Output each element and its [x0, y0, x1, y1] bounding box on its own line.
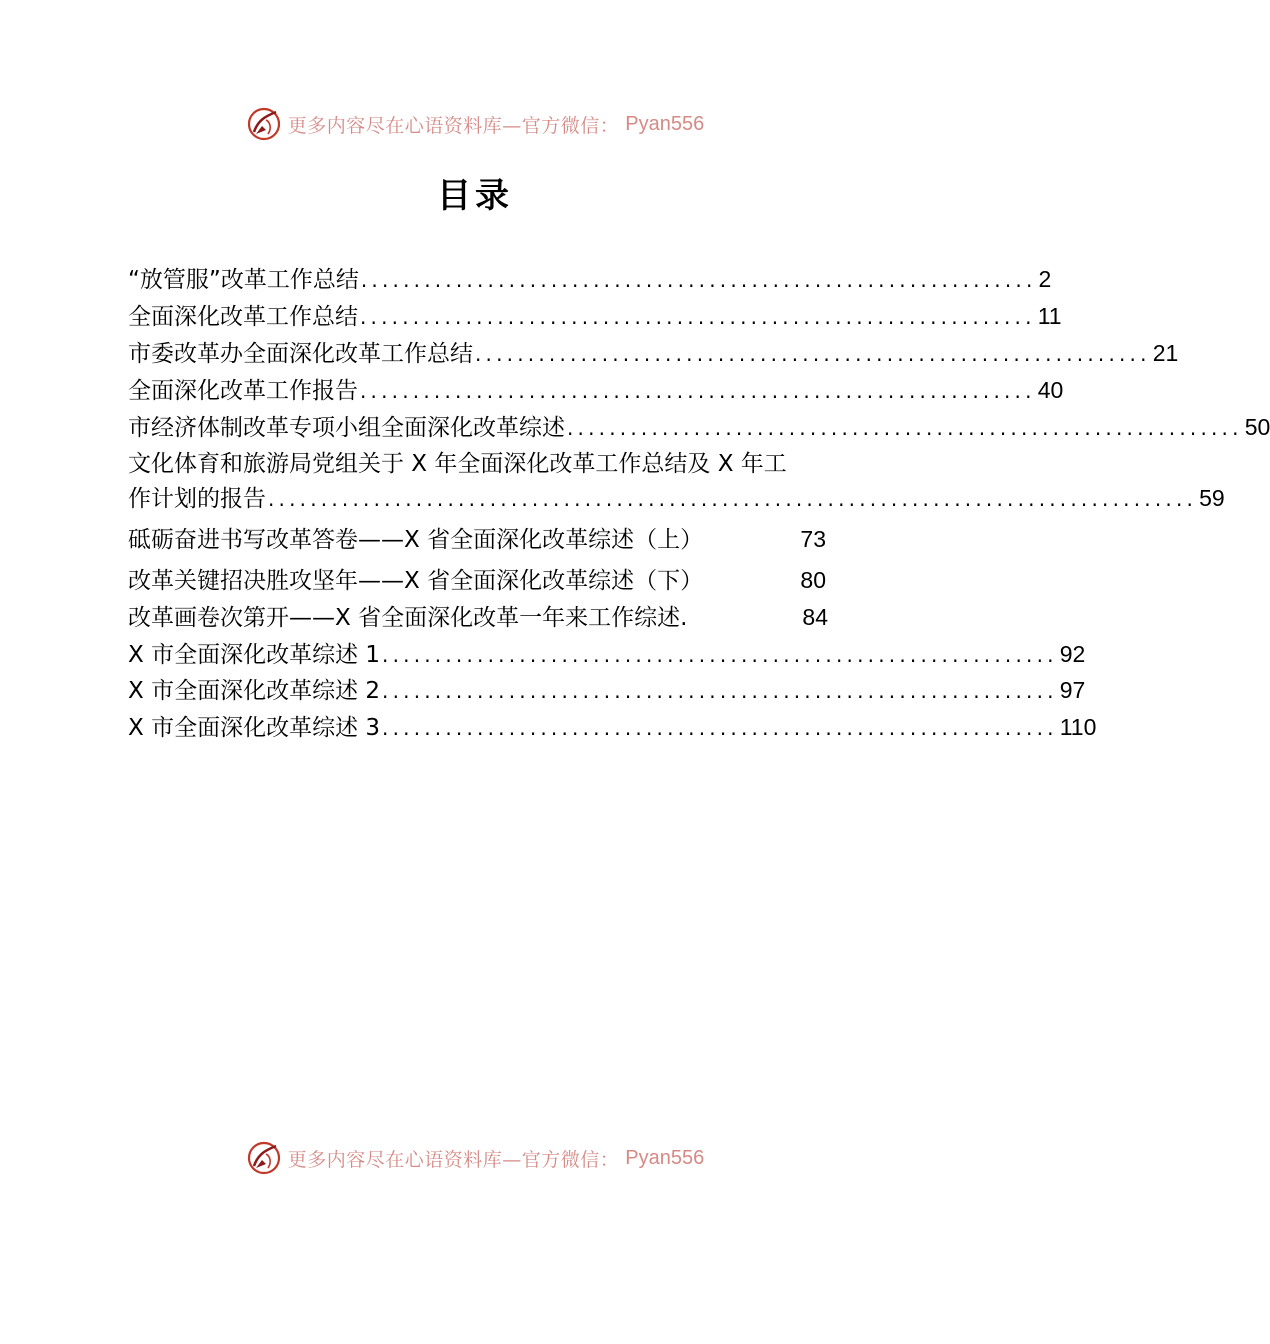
toc-entry-page: 73: [800, 526, 826, 552]
toc-entry[interactable]: [128, 412, 1270, 443]
toc-entry-title: 改革画卷次第开——X 省全面深化改革一年来工作综述.: [128, 605, 688, 631]
toc-leader-dots: ................................................................: [382, 716, 1058, 740]
toc-entry-title: 市经济体制改革专项小组全面深化改革综述: [128, 415, 565, 441]
toc-entry-title: X 市全面深化改革综述 3: [128, 715, 381, 741]
toc-entry[interactable]: [128, 447, 1225, 516]
toc-entry-page: 110: [1059, 714, 1097, 740]
toc-entry-page: 50: [1244, 414, 1270, 440]
toc-entry-page: 11: [1037, 303, 1062, 329]
watermark-wechat-id: Pyan556: [625, 1146, 705, 1169]
toc-entry[interactable]: [128, 375, 1064, 406]
toc-entry[interactable]: [128, 712, 1097, 743]
toc-entry[interactable]: [128, 565, 832, 596]
toc-entry-title: X 市全面深化改革综述 2: [128, 678, 381, 704]
toc-leader-dots: ................................................................: [475, 342, 1151, 366]
watermark-wechat-id: Pyan556: [625, 112, 705, 135]
toc-entry[interactable]: [128, 675, 1086, 706]
watermark-footer: [0, 1138, 950, 1178]
toc-entry-page: 97: [1059, 677, 1086, 703]
toc-entry[interactable]: [128, 602, 832, 633]
pen-logo-icon: [246, 106, 282, 142]
toc-entry-page: 40: [1037, 377, 1064, 403]
watermark-text: 更多内容尽在心语资料库—官方微信：: [287, 1148, 620, 1171]
toc-entry-title: 砥砺奋进书写改革答卷——X 省全面深化改革综述（上）: [128, 527, 704, 553]
toc-entry-title-line2: 作计划的报告: [128, 486, 266, 512]
toc-entry-title: 全面深化改革工作报告: [128, 378, 358, 404]
toc-leader-dots: ................................................................: [360, 379, 1036, 403]
toc-entry-page: 80: [800, 567, 826, 593]
toc-leader-dots: ................................................................: [382, 643, 1058, 667]
watermark-header: [0, 104, 950, 144]
toc-entry-page: 84: [802, 604, 828, 630]
toc-entry-title: 全面深化改革工作总结: [128, 304, 358, 330]
toc-leader-dots: ........................................................................................: [268, 487, 1198, 511]
toc-leader-dots: ................................................................: [360, 305, 1036, 329]
toc-entry[interactable]: [128, 264, 1052, 295]
toc-entry[interactable]: [128, 301, 1062, 332]
toc-entry[interactable]: [128, 338, 1179, 369]
toc-entry[interactable]: [128, 524, 832, 555]
toc-entry-page: 92: [1059, 641, 1086, 667]
toc-entry[interactable]: [128, 639, 1086, 670]
toc-leader-dots: ................................................................: [382, 679, 1058, 703]
toc-entry-page: 21: [1152, 340, 1179, 366]
toc-entry-page: 2: [1038, 266, 1052, 292]
toc-entry-title: 市委改革办全面深化改革工作总结: [128, 341, 473, 367]
pen-logo-icon: [246, 1140, 282, 1176]
page-title: 目录: [437, 176, 513, 216]
toc-entry-page: 59: [1199, 485, 1225, 511]
toc-entry-title: 改革关键招决胜攻坚年——X 省全面深化改革综述（下）: [128, 568, 704, 594]
toc-entry-title-line1: 文化体育和旅游局党组关于 X 年全面深化改革工作总结及 X 年工: [128, 451, 787, 477]
toc-leader-dots: ................................................................: [360, 268, 1037, 292]
toc-entry-title: “放管服”改革工作总结: [128, 267, 359, 293]
toc-leader-dots: ................................................................: [567, 416, 1243, 440]
watermark-text: 更多内容尽在心语资料库—官方微信：: [287, 114, 620, 137]
toc-entry-title: X 市全面深化改革综述 1: [128, 642, 381, 668]
